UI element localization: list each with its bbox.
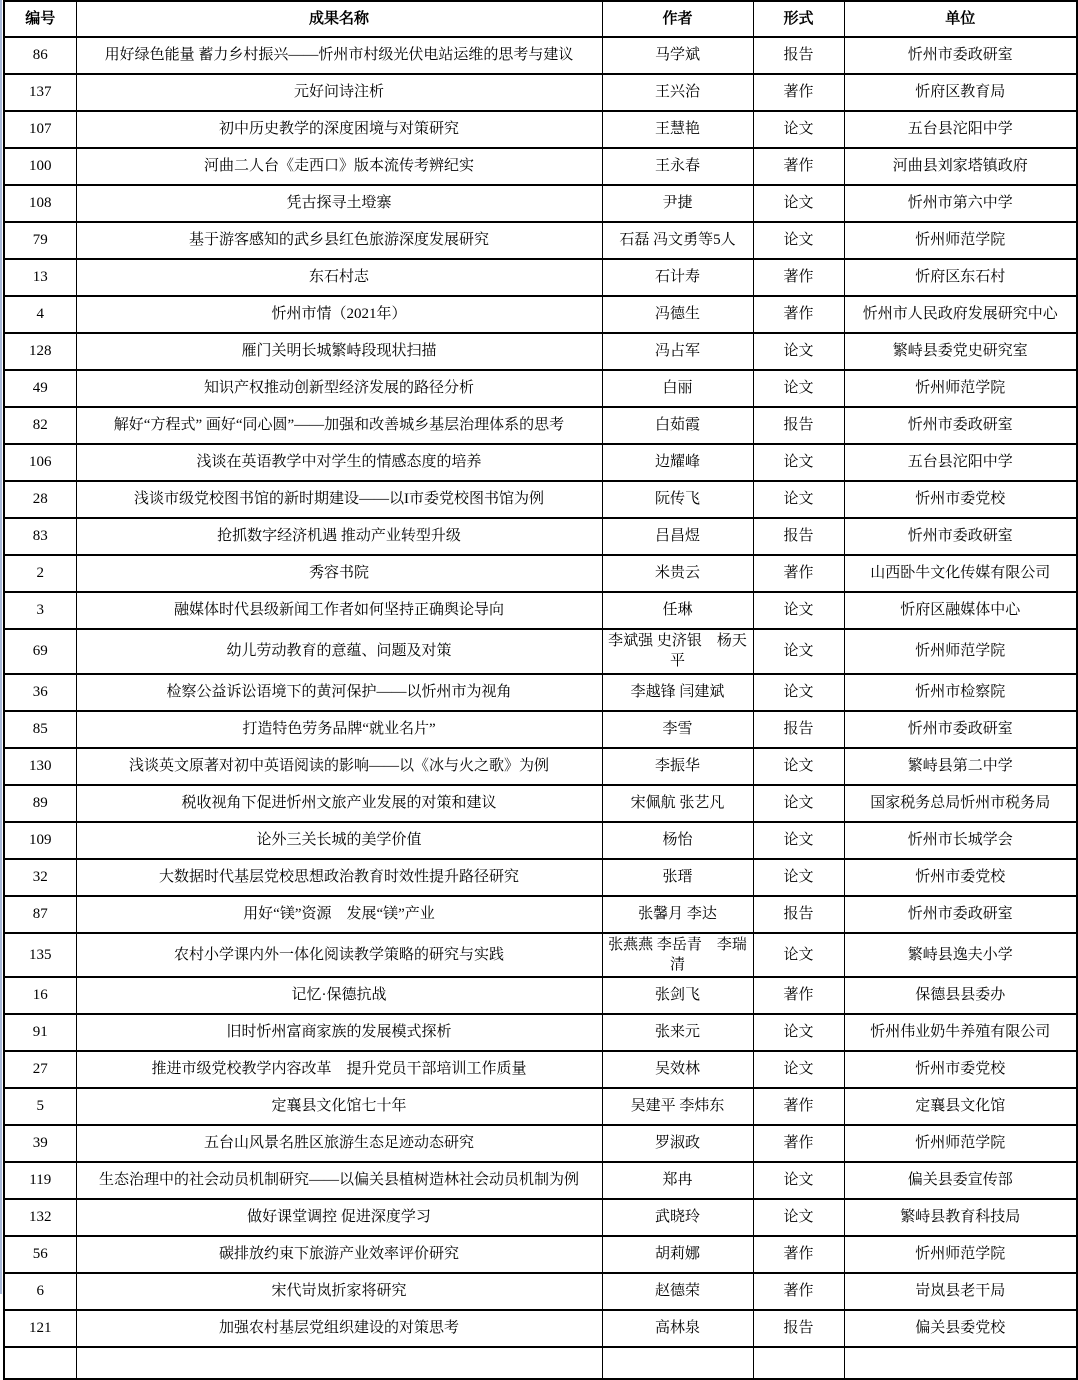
cell-form: 报告 [753,407,844,444]
cell-unit: 忻州市第六中学 [844,185,1077,222]
cell-form: 论文 [753,859,844,896]
cell-author: 张来元 [602,1014,753,1051]
cell-empty [602,1347,753,1379]
cell-form: 报告 [753,518,844,555]
table-row [4,1236,1077,1273]
table-row [4,1125,1077,1162]
table-row [4,592,1077,629]
cell-author: 尹捷 [602,185,753,222]
table-row [4,977,1077,1014]
cell-id: 83 [4,518,76,555]
cell-title: 知识产权推动创新型经济发展的路径分析 [76,370,602,407]
cell-title: 浅谈市级党校图书馆的新时期建设——以I市委党校图书馆为例 [76,481,602,518]
cell-title: 忻州市情（2021年） [76,296,602,333]
cell-form: 论文 [753,481,844,518]
table-row [4,333,1077,370]
cell-form: 论文 [753,629,844,674]
cell-author: 杨怡 [602,822,753,859]
cell-id: 100 [4,148,76,185]
cell-form: 论文 [753,933,844,978]
table-row [4,74,1077,111]
cell-id: 108 [4,185,76,222]
cell-form: 论文 [753,592,844,629]
cell-unit: 山西卧牛文化传媒有限公司 [844,555,1077,592]
cell-author: 任琳 [602,592,753,629]
cell-id: 16 [4,977,76,1014]
cell-author: 白茹霞 [602,407,753,444]
cell-unit: 保德县县委办 [844,977,1077,1014]
table-header [4,1,1077,37]
cell-author: 高林泉 [602,1310,753,1347]
cell-form: 论文 [753,748,844,785]
cell-id: 119 [4,1162,76,1199]
cell-id: 49 [4,370,76,407]
cell-id: 4 [4,296,76,333]
cell-id: 91 [4,1014,76,1051]
table-row [4,1051,1077,1088]
cell-title: 税收视角下促进忻州文旅产业发展的对策和建议 [76,785,602,822]
cell-title: 记忆·保德抗战 [76,977,602,1014]
cell-id: 39 [4,1125,76,1162]
cell-author: 吴建平 李炜东 [602,1088,753,1125]
cell-title: 凭古探寻土墱寨 [76,185,602,222]
header-col-title: 成果名称 [76,1,602,37]
cell-id: 56 [4,1236,76,1273]
cell-title: 用好“镁”资源 发展“镁”产业 [76,896,602,933]
table-row [4,518,1077,555]
cell-id: 89 [4,785,76,822]
cell-unit: 繁峙县逸夫小学 [844,933,1077,978]
table-row [4,674,1077,711]
partial-bottom-row [4,1347,1077,1379]
table-row [4,785,1077,822]
cell-author: 罗淑政 [602,1125,753,1162]
cell-unit: 岢岚县老干局 [844,1273,1077,1310]
cell-unit: 忻州师范学院 [844,1236,1077,1273]
cell-form: 论文 [753,1162,844,1199]
table-row [4,444,1077,481]
table-row [4,555,1077,592]
cell-form: 著作 [753,1273,844,1310]
table-row [4,629,1077,674]
cell-title: 大数据时代基层党校思想政治教育时效性提升路径研究 [76,859,602,896]
cell-form: 报告 [753,37,844,74]
cell-title: 浅谈英文原著对初中英语阅读的影响——以《冰与火之歌》为例 [76,748,602,785]
cell-title: 元好问诗注析 [76,74,602,111]
table-row [4,111,1077,148]
cell-title: 初中历史教学的深度困境与对策研究 [76,111,602,148]
table-row [4,1162,1077,1199]
cell-unit: 忻府区教育局 [844,74,1077,111]
table-row [4,1088,1077,1125]
cell-id: 86 [4,37,76,74]
table-row [4,370,1077,407]
cell-form: 著作 [753,259,844,296]
table-row [4,1310,1077,1347]
cell-id: 87 [4,896,76,933]
cell-title: 定襄县文化馆七十年 [76,1088,602,1125]
table-row [4,37,1077,74]
table-row [4,296,1077,333]
cell-form: 著作 [753,977,844,1014]
cell-unit: 繁峙县委党史研究室 [844,333,1077,370]
cell-unit: 偏关县委党校 [844,1310,1077,1347]
cell-unit: 忻州市委党校 [844,481,1077,518]
cell-form: 报告 [753,896,844,933]
cell-author: 冯占军 [602,333,753,370]
cell-unit: 忻府区东石村 [844,259,1077,296]
cell-id: 137 [4,74,76,111]
cell-id: 106 [4,444,76,481]
cell-form: 著作 [753,1236,844,1273]
cell-id: 13 [4,259,76,296]
cell-title: 用好绿色能量 蓄力乡村振兴——忻州市村级光伏电站运维的思考与建议 [76,37,602,74]
cell-author: 米贵云 [602,555,753,592]
cell-title: 幼儿劳动教育的意蕴、问题及对策 [76,629,602,674]
cell-author: 吴效林 [602,1051,753,1088]
cell-author: 冯德生 [602,296,753,333]
header-col-form: 形式 [753,1,844,37]
cell-author: 胡莉娜 [602,1236,753,1273]
cell-form: 论文 [753,111,844,148]
cell-unit: 忻州市检察院 [844,674,1077,711]
cell-unit: 偏关县委宣传部 [844,1162,1077,1199]
cell-unit: 忻州市长城学会 [844,822,1077,859]
cell-form: 论文 [753,1051,844,1088]
cell-id: 36 [4,674,76,711]
cell-id: 135 [4,933,76,978]
cell-form: 论文 [753,185,844,222]
cell-unit: 忻州市委政研室 [844,518,1077,555]
cell-author: 王慧艳 [602,111,753,148]
table-foot [4,1347,1077,1379]
cell-title: 浅谈在英语教学中对学生的情感态度的培养 [76,444,602,481]
table-row [4,859,1077,896]
cell-form: 论文 [753,222,844,259]
cell-title: 论外三关长城的美学价值 [76,822,602,859]
results-table [3,0,1078,1380]
cell-empty [4,1347,76,1379]
cell-author: 王兴治 [602,74,753,111]
cell-author: 李振华 [602,748,753,785]
cell-unit: 忻州伟业奶牛养殖有限公司 [844,1014,1077,1051]
cell-id: 132 [4,1199,76,1236]
table-row [4,896,1077,933]
header-row [4,1,1077,37]
cell-empty [76,1347,602,1379]
cell-unit: 河曲县刘家塔镇政府 [844,148,1077,185]
table-body [4,37,1077,1347]
cell-author: 边耀峰 [602,444,753,481]
cell-form: 著作 [753,1088,844,1125]
table-row [4,1273,1077,1310]
cell-form: 论文 [753,822,844,859]
cell-author: 阮传飞 [602,481,753,518]
cell-title: 东石村志 [76,259,602,296]
cell-title: 融媒体时代县级新闻工作者如何坚持正确舆论导向 [76,592,602,629]
header-col-author: 作者 [602,1,753,37]
cell-form: 论文 [753,333,844,370]
cell-unit: 忻州市委党校 [844,1051,1077,1088]
page-edge-line [0,0,2,1294]
cell-unit: 繁峙县第二中学 [844,748,1077,785]
cell-id: 28 [4,481,76,518]
table-row [4,1014,1077,1051]
cell-author: 李雪 [602,711,753,748]
cell-form: 论文 [753,444,844,481]
cell-title: 旧时忻州富商家族的发展模式探析 [76,1014,602,1051]
cell-unit: 国家税务总局忻州市税务局 [844,785,1077,822]
cell-title: 五台山风景名胜区旅游生态足迹动态研究 [76,1125,602,1162]
table-row [4,822,1077,859]
cell-title: 解好“方程式” 画好“同心圆”——加强和改善城乡基层治理体系的思考 [76,407,602,444]
table-row [4,711,1077,748]
cell-form: 著作 [753,296,844,333]
cell-author: 王永春 [602,148,753,185]
cell-unit: 忻州师范学院 [844,222,1077,259]
cell-unit: 忻州市委党校 [844,859,1077,896]
cell-form: 著作 [753,1125,844,1162]
cell-title: 秀容书院 [76,555,602,592]
cell-form: 著作 [753,148,844,185]
cell-author: 张剑飞 [602,977,753,1014]
cell-unit: 五台县沱阳中学 [844,444,1077,481]
table-row [4,748,1077,785]
cell-form: 报告 [753,711,844,748]
cell-author: 吕昌煜 [602,518,753,555]
cell-unit: 忻州市人民政府发展研究中心 [844,296,1077,333]
cell-unit: 忻州师范学院 [844,370,1077,407]
cell-unit: 忻州市委政研室 [844,896,1077,933]
cell-id: 85 [4,711,76,748]
cell-title: 加强农村基层党组织建设的对策思考 [76,1310,602,1347]
cell-id: 27 [4,1051,76,1088]
cell-unit: 定襄县文化馆 [844,1088,1077,1125]
cell-title: 雁门关明长城繁峙段现状扫描 [76,333,602,370]
cell-empty [753,1347,844,1379]
cell-title: 抢抓数字经济机遇 推动产业转型升级 [76,518,602,555]
cell-title: 生态治理中的社会动员机制研究——以偏关县植树造林社会动员机制为例 [76,1162,602,1199]
cell-title: 基于游客感知的武乡县红色旅游深度发展研究 [76,222,602,259]
cell-author: 张燕燕 李岳青 李瑞清 [602,933,753,978]
table-row [4,407,1077,444]
cell-empty [844,1347,1077,1379]
cell-author: 石磊 冯文勇等5人 [602,222,753,259]
table-row [4,222,1077,259]
table-row [4,185,1077,222]
table-row [4,148,1077,185]
cell-title: 推进市级党校教学内容改革 提升党员干部培训工作质量 [76,1051,602,1088]
cell-unit: 忻州市委政研室 [844,407,1077,444]
cell-id: 6 [4,1273,76,1310]
cell-form: 论文 [753,1199,844,1236]
cell-author: 张馨月 李达 [602,896,753,933]
header-col-id: 编号 [4,1,76,37]
cell-id: 2 [4,555,76,592]
cell-author: 马学斌 [602,37,753,74]
cell-form: 论文 [753,370,844,407]
cell-author: 石计寿 [602,259,753,296]
cell-id: 121 [4,1310,76,1347]
cell-author: 白丽 [602,370,753,407]
cell-id: 79 [4,222,76,259]
cell-author: 张瑨 [602,859,753,896]
table-row [4,1199,1077,1236]
header-col-unit: 单位 [844,1,1077,37]
cell-unit: 忻州师范学院 [844,1125,1077,1162]
cell-id: 5 [4,1088,76,1125]
cell-title: 河曲二人台《走西口》版本流传考辨纪实 [76,148,602,185]
cell-title: 打造特色劳务品牌“就业名片” [76,711,602,748]
cell-form: 论文 [753,785,844,822]
cell-id: 128 [4,333,76,370]
cell-author: 李斌强 史济银 杨天平 [602,629,753,674]
table-row [4,259,1077,296]
cell-title: 检察公益诉讼语境下的黄河保护——以忻州市为视角 [76,674,602,711]
cell-unit: 忻州师范学院 [844,629,1077,674]
table-row [4,933,1077,978]
cell-id: 69 [4,629,76,674]
cell-unit: 五台县沱阳中学 [844,111,1077,148]
cell-author: 宋佩航 张艺凡 [602,785,753,822]
cell-unit: 繁峙县教育科技局 [844,1199,1077,1236]
cell-author: 武晓玲 [602,1199,753,1236]
cell-author: 李越锋 闫建斌 [602,674,753,711]
cell-id: 3 [4,592,76,629]
cell-id: 32 [4,859,76,896]
cell-form: 报告 [753,1310,844,1347]
cell-form: 著作 [753,74,844,111]
cell-title: 做好课堂调控 促进深度学习 [76,1199,602,1236]
cell-id: 107 [4,111,76,148]
cell-title: 农村小学课内外一体化阅读教学策略的研究与实践 [76,933,602,978]
cell-unit: 忻州市委政研室 [844,711,1077,748]
cell-author: 郑冉 [602,1162,753,1199]
cell-id: 82 [4,407,76,444]
cell-id: 130 [4,748,76,785]
cell-form: 论文 [753,1014,844,1051]
cell-form: 论文 [753,674,844,711]
cell-author: 赵德荣 [602,1273,753,1310]
cell-title: 宋代岢岚折家将研究 [76,1273,602,1310]
cell-unit: 忻府区融媒体中心 [844,592,1077,629]
cell-title: 碳排放约束下旅游产业效率评价研究 [76,1236,602,1273]
table-row [4,481,1077,518]
cell-id: 109 [4,822,76,859]
cell-form: 著作 [753,555,844,592]
cell-unit: 忻州市委政研室 [844,37,1077,74]
